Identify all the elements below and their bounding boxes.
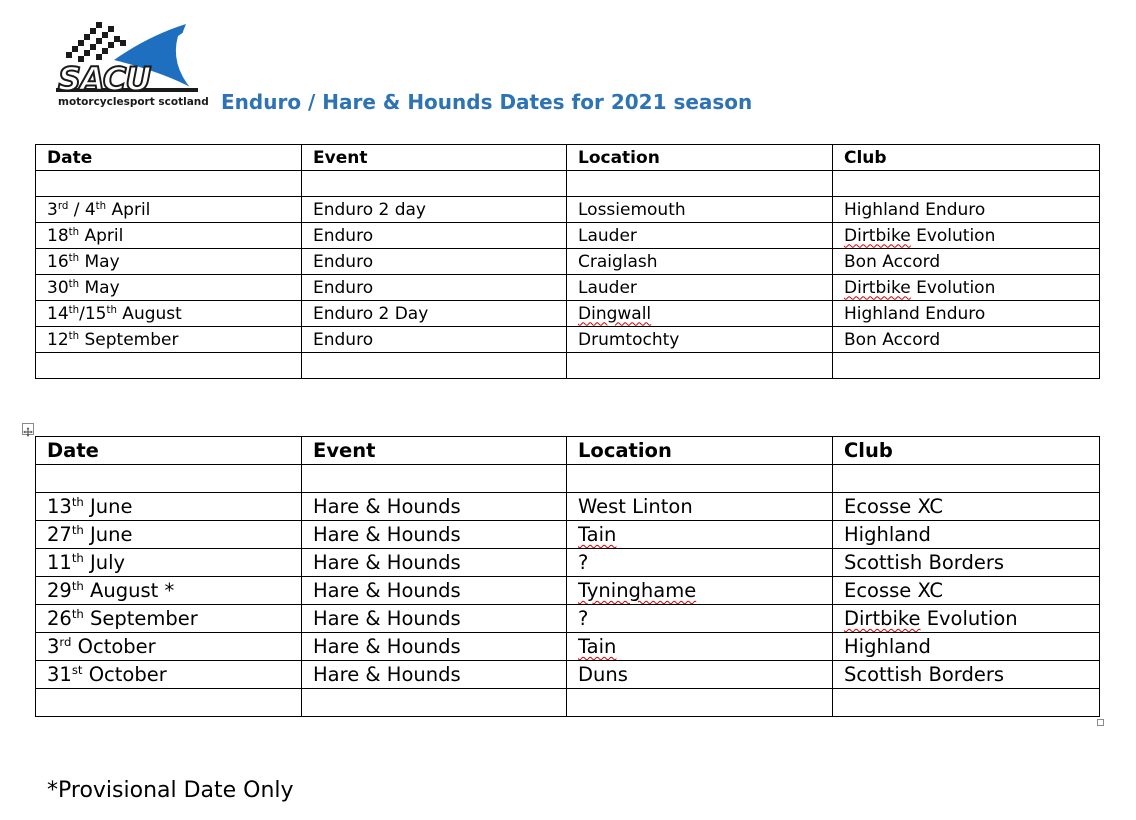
- cell-event: Hare & Hounds: [302, 521, 567, 549]
- cell-event: Enduro: [302, 275, 567, 301]
- cell-event: Enduro: [302, 223, 567, 249]
- cell-club: Ecosse XC: [833, 493, 1100, 521]
- cell-date: 3rd / 4th April: [36, 197, 302, 223]
- cell-date: [36, 465, 302, 493]
- move-arrows-icon: [23, 427, 33, 437]
- cell-club: [833, 171, 1100, 197]
- cell-location: [567, 689, 833, 717]
- cell-location: Lauder: [567, 275, 833, 301]
- logo-wordmark: SACU: [58, 60, 151, 98]
- column-header-club: Club: [833, 437, 1100, 465]
- table-row: [36, 493, 1100, 521]
- cell-location: Tain: [567, 521, 833, 549]
- table-row: [36, 197, 1100, 223]
- column-header-location: Location: [567, 145, 833, 171]
- table-header-row: [36, 437, 1100, 465]
- cell-club: Highland: [833, 521, 1100, 549]
- cell-club: Dirtbike Evolution: [833, 275, 1100, 301]
- cell-club: Bon Accord: [833, 327, 1100, 353]
- cell-event: [302, 353, 567, 379]
- cell-club: Scottish Borders: [833, 661, 1100, 689]
- cell-location: Dingwall: [567, 301, 833, 327]
- cell-date: 13th June: [36, 493, 302, 521]
- cell-location: ?: [567, 605, 833, 633]
- logo-tagline: motorcyclesport scotland: [58, 96, 209, 108]
- table-row: [36, 327, 1100, 353]
- cell-club: Dirtbike Evolution: [833, 605, 1100, 633]
- cell-date: 11th July: [36, 549, 302, 577]
- column-header-date: Date: [36, 145, 302, 171]
- cell-location: Tain: [567, 633, 833, 661]
- cell-date: 18th April: [36, 223, 302, 249]
- table-resize-handle[interactable]: [1097, 719, 1104, 726]
- cell-location: [567, 465, 833, 493]
- table-row: [36, 353, 1100, 379]
- table-move-handle[interactable]: [22, 423, 34, 435]
- table-row: [36, 223, 1100, 249]
- cell-location: [567, 353, 833, 379]
- cell-club: [833, 689, 1100, 717]
- cell-date: 30th May: [36, 275, 302, 301]
- cell-location: Drumtochty: [567, 327, 833, 353]
- cell-event: Hare & Hounds: [302, 577, 567, 605]
- column-header-event: Event: [302, 145, 567, 171]
- cell-club: Highland Enduro: [833, 301, 1100, 327]
- cell-date: 3rd October: [36, 633, 302, 661]
- cell-event: [302, 171, 567, 197]
- cell-club: Highland Enduro: [833, 197, 1100, 223]
- cell-location: [567, 171, 833, 197]
- cell-location: Craiglash: [567, 249, 833, 275]
- cell-club: Ecosse XC: [833, 577, 1100, 605]
- cell-club: Highland: [833, 633, 1100, 661]
- cell-event: Hare & Hounds: [302, 605, 567, 633]
- cell-club: Scottish Borders: [833, 549, 1100, 577]
- cell-date: 31st October: [36, 661, 302, 689]
- cell-location: ?: [567, 549, 833, 577]
- cell-date: 16th May: [36, 249, 302, 275]
- table-header-row: [36, 145, 1100, 171]
- cell-location: West Linton: [567, 493, 833, 521]
- cell-location: Lauder: [567, 223, 833, 249]
- cell-event: Hare & Hounds: [302, 633, 567, 661]
- cell-club: Dirtbike Evolution: [833, 223, 1100, 249]
- page-title: Enduro / Hare & Hounds Dates for 2021 season: [221, 90, 753, 114]
- cell-date: [36, 689, 302, 717]
- cell-date: 29th August *: [36, 577, 302, 605]
- cell-event: Hare & Hounds: [302, 549, 567, 577]
- table-row: [36, 301, 1100, 327]
- table-row: [36, 633, 1100, 661]
- cell-date: [36, 171, 302, 197]
- table-row: [36, 661, 1100, 689]
- cell-event: Hare & Hounds: [302, 493, 567, 521]
- cell-club: [833, 465, 1100, 493]
- column-header-event: Event: [302, 437, 567, 465]
- cell-location: Lossiemouth: [567, 197, 833, 223]
- table-row: [36, 465, 1100, 493]
- table-row: [36, 605, 1100, 633]
- column-header-club: Club: [833, 145, 1100, 171]
- table-row: [36, 249, 1100, 275]
- checkered-flag-icon: [64, 22, 126, 62]
- cell-event: Enduro 2 Day: [302, 301, 567, 327]
- hare-hounds-table: [35, 436, 1100, 717]
- sacu-logo: [52, 14, 212, 114]
- enduro-table: [35, 144, 1100, 379]
- cell-event: [302, 465, 567, 493]
- cell-location: Duns: [567, 661, 833, 689]
- cell-location: Tyninghame: [567, 577, 833, 605]
- table-row: [36, 521, 1100, 549]
- cell-event: Enduro: [302, 249, 567, 275]
- cell-date: 26th September: [36, 605, 302, 633]
- column-header-date: Date: [36, 437, 302, 465]
- table-row: [36, 171, 1100, 197]
- cell-event: [302, 689, 567, 717]
- cell-date: 12th September: [36, 327, 302, 353]
- cell-date: [36, 353, 302, 379]
- cell-event: Enduro 2 day: [302, 197, 567, 223]
- cell-date: 27th June: [36, 521, 302, 549]
- cell-event: Enduro: [302, 327, 567, 353]
- cell-event: Hare & Hounds: [302, 661, 567, 689]
- column-header-location: Location: [567, 437, 833, 465]
- table-row: [36, 689, 1100, 717]
- cell-club: Bon Accord: [833, 249, 1100, 275]
- table-row: [36, 577, 1100, 605]
- cell-date: 14th/15th August: [36, 301, 302, 327]
- table-row: [36, 549, 1100, 577]
- cell-club: [833, 353, 1100, 379]
- table-row: [36, 275, 1100, 301]
- footnote: *Provisional Date Only: [47, 778, 294, 803]
